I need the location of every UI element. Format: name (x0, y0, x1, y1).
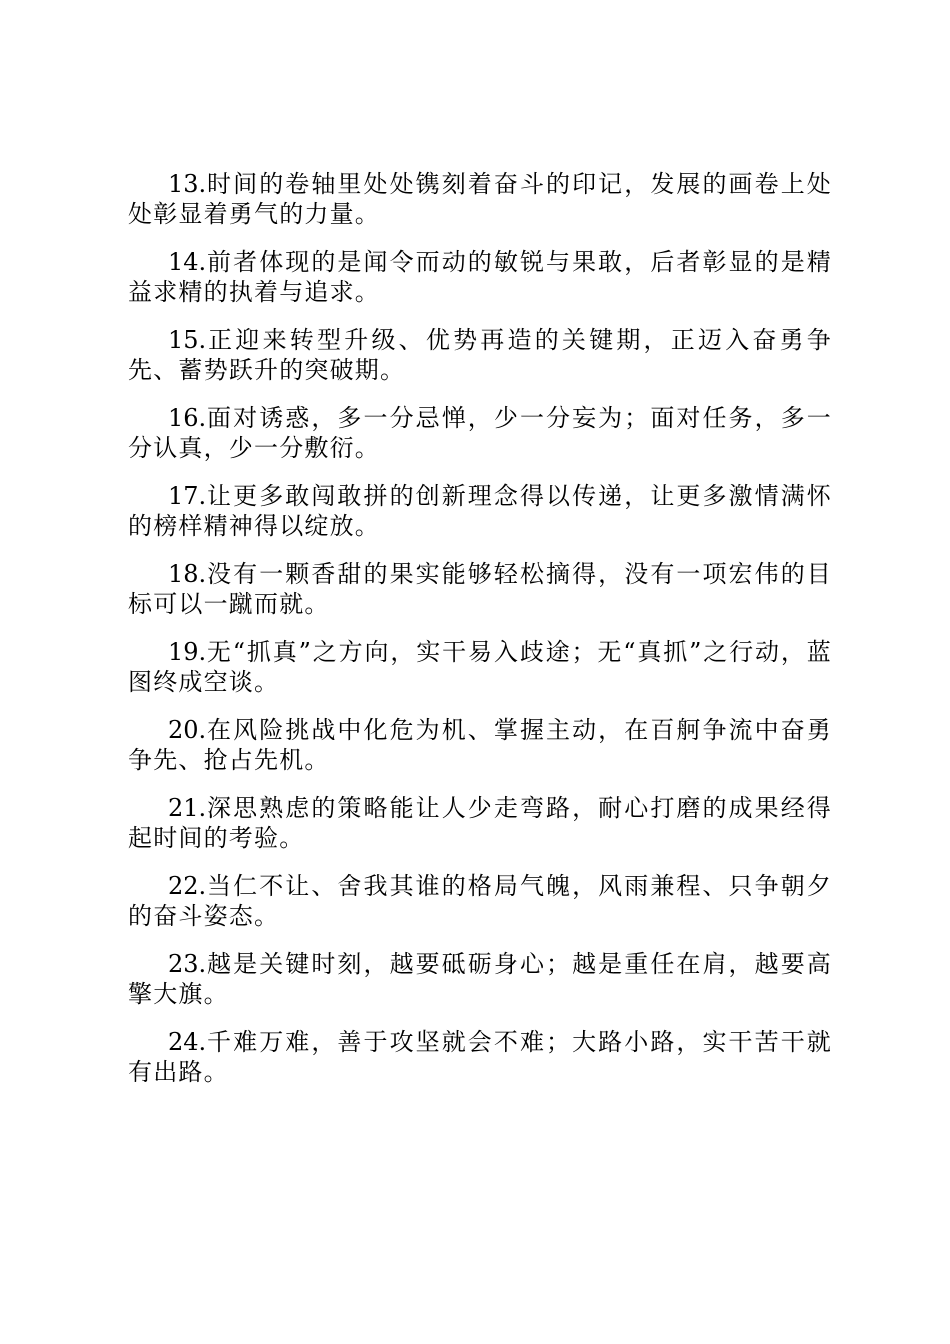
paragraph-number: 18. (168, 560, 207, 588)
paragraph-text: 千难万难，善于攻坚就会不难；大路小路，实干苦干就有出路。 (128, 1028, 832, 1086)
paragraph-text: 面对诱惑，多一分忌惮，少一分妄为；面对任务，多一分认真，少一分敷衍。 (128, 404, 832, 462)
paragraph-text: 当仁不让、舍我其谁的格局气魄，风雨兼程、只争朝夕的奋斗姿态。 (128, 872, 832, 930)
paragraph-text: 正迎来转型升级、优势再造的关键期，正迈入奋勇争先、蓄势跃升的突破期。 (128, 326, 832, 384)
paragraph-number: 19. (168, 638, 207, 666)
paragraph-text: 让更多敢闯敢拼的创新理念得以传递，让更多激情满怀的榜样精神得以绽放。 (128, 482, 832, 540)
paragraph-number: 15. (168, 326, 207, 354)
paragraph-text: 深思熟虑的策略能让人少走弯路，耐心打磨的成果经得起时间的考验。 (128, 794, 832, 852)
paragraph-text: 在风险挑战中化危为机、掌握主动，在百舸争流中奋勇争先、抢占先机。 (128, 716, 832, 774)
document-body (128, 169, 832, 1105)
paragraph-number: 13. (168, 170, 207, 198)
paragraph-text: 时间的卷轴里处处镌刻着奋斗的印记，发展的画卷上处处彰显着勇气的力量。 (128, 170, 832, 228)
paragraph-17 (128, 481, 832, 541)
paragraph-number: 24. (168, 1028, 207, 1056)
paragraph-24 (128, 1027, 832, 1087)
paragraph-13 (128, 169, 832, 229)
paragraph-number: 17. (168, 482, 207, 510)
paragraph-number: 22. (168, 872, 207, 900)
paragraph-text: 没有一颗香甜的果实能够轻松摘得，没有一项宏伟的目标可以一蹴而就。 (128, 560, 832, 618)
paragraph-21 (128, 793, 832, 853)
paragraph-text: 前者体现的是闻令而动的敏锐与果敢，后者彰显的是精益求精的执着与追求。 (128, 248, 832, 306)
paragraph-text: 越是关键时刻，越要砥砺身心；越是重任在肩，越要高擎大旗。 (128, 950, 832, 1008)
paragraph-15 (128, 325, 832, 385)
paragraph-23 (128, 949, 832, 1009)
paragraph-18 (128, 559, 832, 619)
paragraph-20 (128, 715, 832, 775)
paragraph-19 (128, 637, 832, 697)
paragraph-number: 23. (168, 950, 207, 978)
paragraph-number: 14. (168, 248, 207, 276)
paragraph-16 (128, 403, 832, 463)
paragraph-number: 20. (168, 716, 207, 744)
paragraph-14 (128, 247, 832, 307)
paragraph-text: 无“抓真”之方向，实干易入歧途；无“真抓”之行动，蓝图终成空谈。 (128, 638, 832, 696)
paragraph-number: 21. (168, 794, 207, 822)
paragraph-22 (128, 871, 832, 931)
paragraph-number: 16. (168, 404, 207, 432)
